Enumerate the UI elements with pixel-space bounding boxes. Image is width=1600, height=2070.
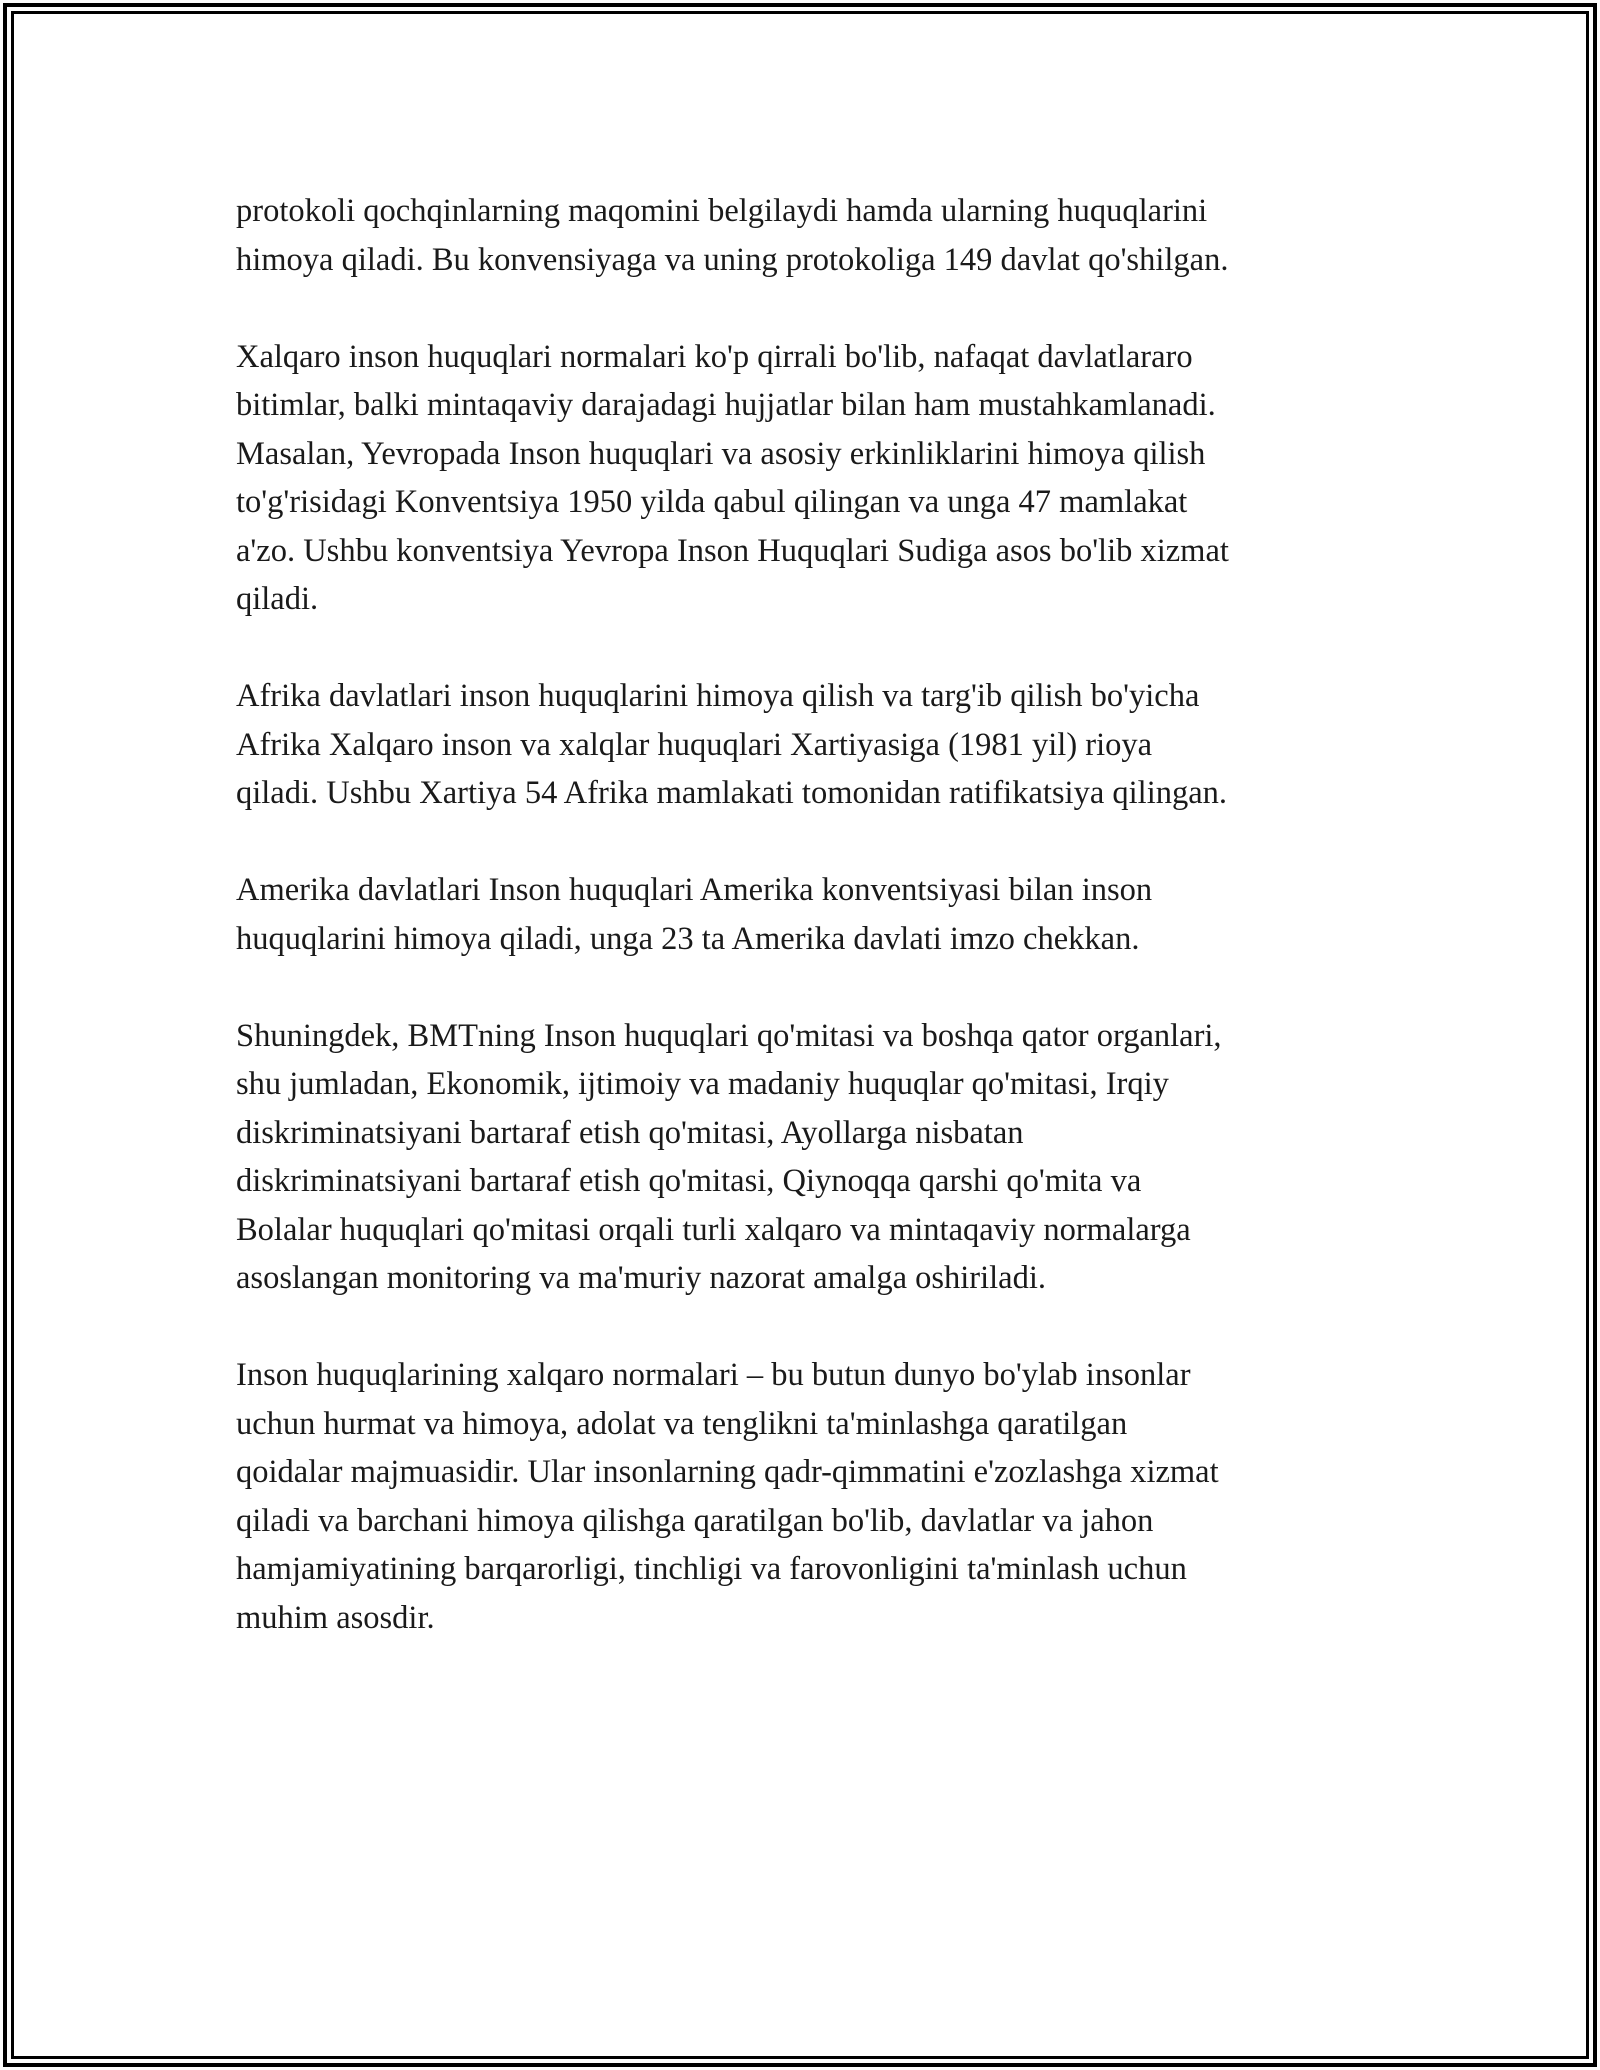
text-line: qoidalar majmuasidir. Ular insonlarning qadr-qimmatini e'zozlashga xizmat — [236, 1454, 1219, 1490]
text-line: shu jumladan, Ekonomik, ijtimoiy va madaniy huquqlar qo'mitasi, Irqiy — [236, 1066, 1169, 1102]
text-line: Bolalar huquqlari qo'mitasi orqali turli xalqaro va mintaqaviy normalarga — [236, 1211, 1191, 1248]
paragraph-africa-charter — [236, 672, 1376, 818]
text-line: qiladi. Ushbu Xartiya 54 Afrika mamlakati tomonidan ratifikatsiya qilingan. — [236, 775, 1228, 811]
text-line: huquqlarini himoya qiladi, unga 23 ta Amerika davlati imzo chekkan. — [236, 920, 1140, 957]
text-line: muhim asosdir. — [236, 1599, 435, 1636]
paragraph-regional-norms — [236, 333, 1376, 624]
text-line: to'g'risidagi Konventsiya 1950 yilda qabul qilingan va unga 47 mamlakat — [236, 484, 1188, 520]
text-line: bitimlar, balki mintaqaviy darajadagi hujjatlar bilan ham mustahkamlanadi. — [236, 387, 1216, 423]
paragraph-america-convention — [236, 866, 1376, 963]
text-line: himoya qiladi. Bu konvensiyaga va uning protokoliga 149 davlat qo'shilgan. — [236, 241, 1229, 278]
text-line: hamjamiyatining barqarorligi, tinchligi va farovonligini ta'minlash uchun — [236, 1551, 1187, 1587]
paragraph-refugee-protocol — [236, 187, 1376, 284]
text-line: Amerika davlatlari Inson huquqlari Amerika konventsiyasi bilan inson — [236, 872, 1153, 908]
text-line: Afrika Xalqaro inson va xalqlar huquqlari Xartiyasiga (1981 yil) rioya — [236, 726, 1153, 763]
text-line: Xalqaro inson huquqlari normalari ko'p qirrali bo'lib, nafaqat davlatlararo — [236, 338, 1193, 375]
text-line: qiladi. — [236, 581, 319, 617]
text-line: protokoli qochqinlarning maqomini belgilaydi hamda ularning huquqlarini — [236, 193, 1208, 229]
text-line: uchun hurmat va himoya, adolat va tenglikni ta'minlashga qaratilgan — [236, 1405, 1128, 1442]
document-body — [236, 187, 1376, 1691]
text-line: qiladi va barchani himoya qilishga qaratilgan bo'lib, davlatlar va jahon — [236, 1502, 1154, 1539]
text-line: Inson huquqlarining xalqaro normalari – bu butun dunyo bo'ylab insonlar — [236, 1357, 1191, 1393]
paragraph-un-committees — [236, 1012, 1376, 1303]
paragraph-conclusion — [236, 1351, 1376, 1642]
text-line: Afrika davlatlari inson huquqlarini himoya qilish va targ'ib qilish bo'yicha — [236, 678, 1200, 714]
text-line: Masalan, Yevropada Inson huquqlari va asosiy erkinliklarini himoya qilish — [236, 435, 1206, 472]
text-line: Shuningdek, BMTning Inson huquqlari qo'mitasi va boshqa qator organlari, — [236, 1017, 1222, 1054]
text-line: a'zo. Ushbu konventsiya Yevropa Inson Huquqlari Sudiga asos bo'lib xizmat — [236, 532, 1229, 569]
text-line: diskriminatsiyani bartaraf etish qo'mitasi, Qiynoqqa qarshi qo'mita va — [236, 1163, 1142, 1199]
text-line: diskriminatsiyani bartaraf etish qo'mitasi, Ayollarga nisbatan — [236, 1114, 1024, 1151]
text-line: asoslangan monitoring va ma'muriy nazorat amalga oshiriladi. — [236, 1260, 1047, 1296]
